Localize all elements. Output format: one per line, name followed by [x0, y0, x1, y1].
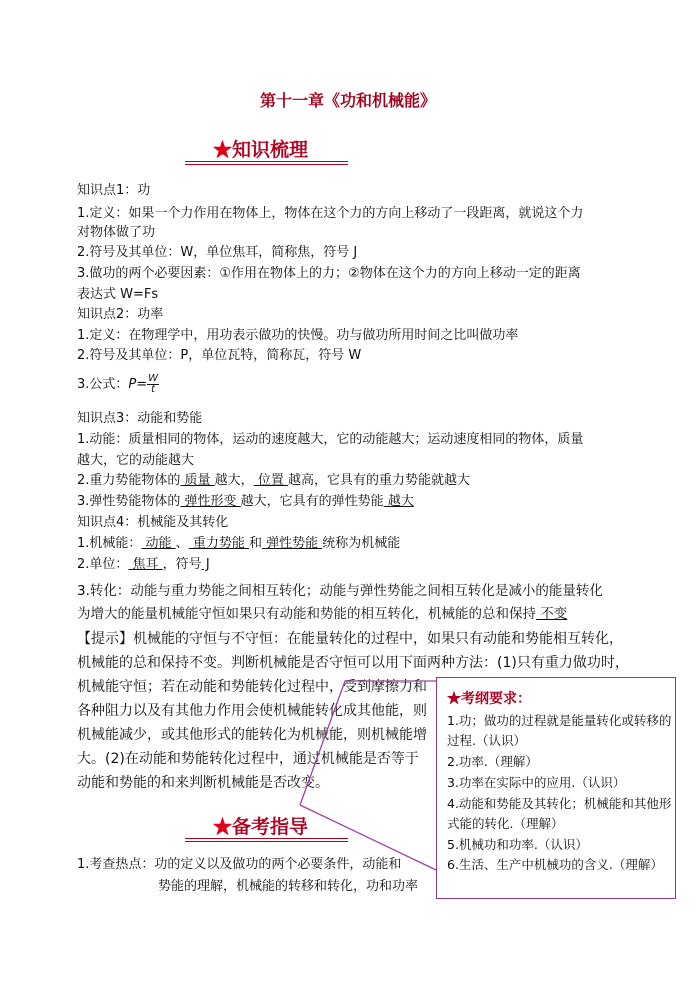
box-item: 4.动能和势能及其转化；机械能和其他形式能的转化.（理解） [447, 796, 672, 831]
text-line: 2.符号及其单位：P，单位瓦特，简称瓦，符号 W [77, 348, 362, 363]
answer-blank: 动能 [141, 536, 176, 551]
hint-line: 动能和势能的和来判断机械能是否改变。 [77, 775, 329, 791]
section-label: 备考指导 [232, 816, 309, 838]
text-span: ，符号 [162, 557, 202, 572]
answer-blank: 越大 [383, 494, 414, 509]
text-span: 越大， [214, 473, 254, 488]
text-span: 为增大的能量机械能守恒如果只有动能和势能的相互转化，机械能的总和保持 [77, 606, 536, 622]
text-line: 知识点1：功 [77, 183, 151, 198]
callout-connector [300, 681, 436, 805]
box-item: 2.功率.（理解） [447, 754, 538, 769]
section-underline [185, 838, 348, 839]
box-title: ★考纲要求： [447, 691, 531, 707]
formula-numerator: W [148, 373, 159, 384]
answer-blank: 弹性形变 [180, 494, 241, 509]
text-span: 2.重力势能物体的 [77, 473, 181, 488]
star-icon: ★ [213, 139, 233, 161]
exam-requirements-box [436, 677, 676, 899]
answer-blank: 不变 [536, 606, 568, 622]
hint-line: 机械能守恒；若在动能和势能转化过程中，受到摩擦力和 [77, 679, 427, 695]
text-line: 1.动能：质量相同的物体，运动的速度越大，它的动能越大；运动速度相同的物体，质量 [77, 432, 584, 447]
hint-line: 机械能减少，或其他形式的能转化为机械能，则机械能增 [77, 727, 427, 743]
text-span: 3.弹性势能物体的 [77, 494, 181, 509]
text-line: 势能的理解，机械能的转移和转化，功和功率 [158, 879, 419, 894]
text-line: 3.做功的两个必要因素：①作用在物体上的力；②物体在这个力的方向上移动一定的距离 [77, 266, 581, 281]
text-span: 统称为机械能 [322, 536, 401, 551]
box-item: 3.功率在实际中的应用.（认识） [447, 775, 626, 790]
box-item: 6.生活、生产中机械功的含义.（理解） [447, 857, 663, 872]
box-item: 1.功；做功的过程就是能量转化或转移的过程.（认识） [447, 713, 672, 748]
text-span: 和 [248, 536, 262, 551]
answer-blank: J [201, 557, 210, 572]
box-item: 5.机械功和功率.（认识） [447, 837, 588, 852]
answer-blank: 位置 [253, 473, 288, 488]
text-line: 知识点2：功率 [77, 307, 164, 322]
text-line: 表达式 W=Fs [77, 287, 159, 302]
star-icon: ★ [213, 816, 233, 838]
text-span: 越高，它具有的重力势能就越大 [287, 473, 470, 488]
formula-denominator: t [151, 384, 156, 395]
text-span: 越大，它具有的弹性势能 [240, 494, 384, 509]
formula-prefix: 3.公式： [77, 377, 129, 392]
answer-blank: 焦耳 [128, 557, 163, 572]
section-underline [185, 841, 348, 842]
text-span: 、 [175, 536, 189, 551]
page-title: 第十一章《功和机械能》 [259, 91, 436, 110]
text-line: 1.定义：如果一个力作用在物体上，物体在这个力的方向上移动了一段距离，就说这个力 [77, 206, 584, 221]
hint-line: 【提示】机械能的守恒与不守恒：在能量转化的过程中，如果只有动能和势能相互转化， [77, 631, 623, 647]
text-line: 越大，它的动能越大 [77, 453, 195, 468]
text-line: 1.考查热点：功的定义以及做功的两个必要条件，动能和 [77, 857, 402, 872]
hint-line: 机械能的总和保持不变。判断机械能是否守恒可以用下面两种方法：(1)只有重力做功时， [77, 655, 629, 671]
answer-blank: 弹性势能 [261, 536, 323, 551]
section-heading-exam [213, 812, 308, 839]
text-line: 3.转化：动能与重力势能之间相互转化；动能与弹性势能之间相互转化是减小的能量转化 [77, 583, 603, 599]
answer-blank: 重力势能 [188, 536, 249, 551]
hint-line: 各种阻力以及有其他力作用会使机械能转化成其他能，则 [77, 703, 427, 719]
text-line: 2.符号及其单位：W，单位焦耳，简称焦，符号 J [77, 245, 358, 260]
text-span: 2.单位： [77, 557, 129, 572]
text-line: 1.定义：在物理学中，用功表示做功的快慢。功与做功所用时间之比叫做功率 [77, 328, 519, 343]
formula-lhs: P= [128, 377, 148, 392]
text-line: 知识点3：动能和势能 [77, 411, 203, 426]
answer-blank: 质量 [180, 473, 215, 488]
text-line: 对物体做了功 [77, 225, 156, 240]
section-label: 知识梳理 [232, 139, 309, 161]
text-span: 1.机械能： [77, 536, 142, 551]
hint-line: 大。(2)在动能和势能转化过程中，通过机械能是否等于 [77, 751, 419, 767]
text-line: 知识点4：机械能及其转化 [77, 515, 229, 530]
